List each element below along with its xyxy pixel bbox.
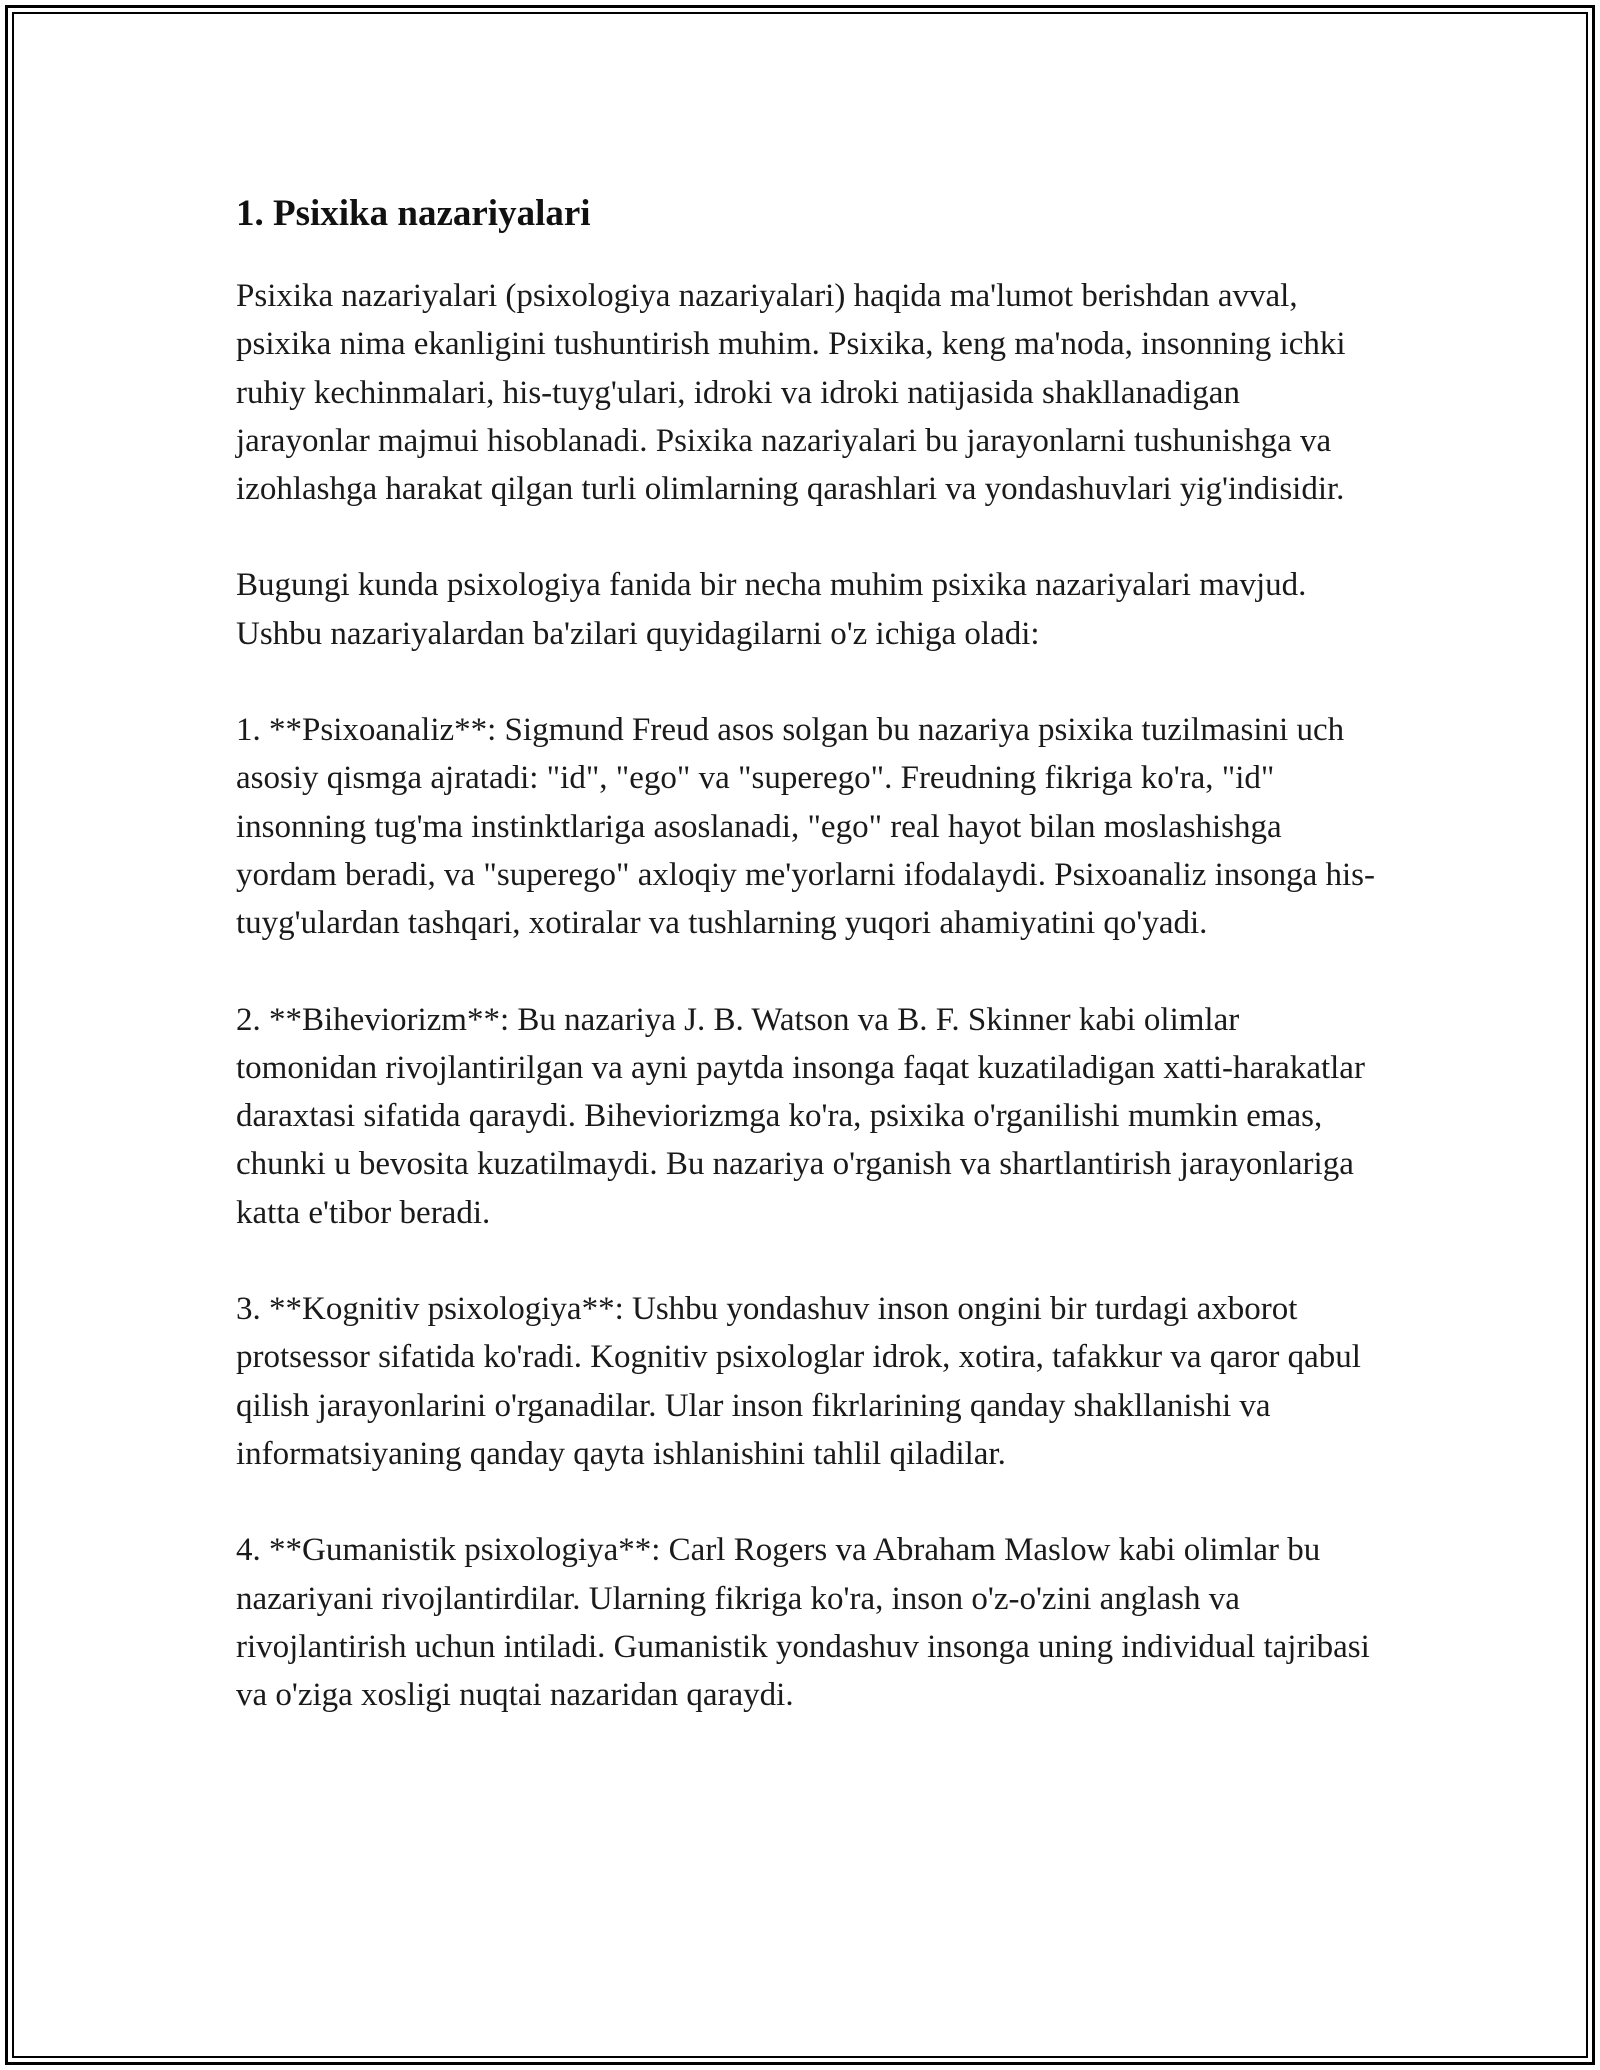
- section-heading: 1. Psixika nazariyalari: [236, 193, 591, 234]
- paragraph-overview: Bugungi kunda psixologiya fanida bir necha muhim psixika nazariyalari mavjud. Ushbu nazariyalardan ba'zilari quyidagilarni o'z ichiga oladi:: [236, 567, 1307, 652]
- paragraph-intro: Psixika nazariyalari (psixologiya nazariyalari) haqida ma'lumot berishdan avval, psixika nima ekanligini tushuntirish muhim. Psixika, keng ma'noda, insonning ichki ruhiy kechinmalari, his-tuyg'ulari, idroki va idroki natijasida shakllanadigan jarayonlar majmui hisoblanadi. Psixika nazariyalari bu jarayonlarni tushunishga va izohlashga harakat qilgan turli olimlarning qarashlari va yondashuvlari yig'indisidir.: [236, 278, 1346, 508]
- paragraph-behaviorism: 2. **Biheviorizm**: Bu nazariya J. B. Watson va B. F. Skinner kabi olimlar tomonidan rivojlantirilgan va ayni paytda insonga faqat kuzatiladigan xatti-harakatlar daraxtasi sifatida qaraydi. Biheviorizmga ko'ra, psixika o'rganilishi mumkin emas, chunki u bevosita kuzatilmaydi. Bu nazariya o'rganish va shartlantirish jarayonlariga katta e'tibor beradi.: [236, 1001, 1365, 1231]
- document-body: [236, 186, 1376, 1767]
- paragraph-psychoanalysis: 1. **Psixoanaliz**: Sigmund Freud asos solgan bu nazariya psixika tuzilmasini uch asosiy qismga ajratadi: "id", "ego" va "superego". Freudning fikriga ko'ra, "id" insonning tug'ma instinktlariga asoslanadi, "ego" real hayot bilan moslashishga yordam beradi, va "superego" axloqiy me'yorlarni ifodalaydi. Psixoanaliz insonga his-tuyg'ulardan tashqari, xotiralar va tushlarning yuqori ahamiyatini qo'yadi.: [236, 712, 1376, 942]
- paragraph-humanistic: 4. **Gumanistik psixologiya**: Carl Rogers va Abraham Maslow kabi olimlar bu nazariyani rivojlantirdilar. Ularning fikriga ko'ra, inson o'z-o'zini anglash va rivojlantirish uchun intiladi. Gumanistik yondashuv insonga uning individual tajribasi va o'ziga xosligi nuqtai nazaridan qaraydi.: [236, 1532, 1370, 1714]
- paragraph-cognitive: 3. **Kognitiv psixologiya**: Ushbu yondashuv inson ongini bir turdagi axborot protsessor sifatida ko'radi. Kognitiv psixologlar idrok, xotira, tafakkur va qaror qabul qilish jarayonlarini o'rganadilar. Ular inson fikrlarining qanday shakllanishi va informatsiyaning qanday qayta ishlanishini tahlil qiladilar.: [236, 1291, 1361, 1472]
